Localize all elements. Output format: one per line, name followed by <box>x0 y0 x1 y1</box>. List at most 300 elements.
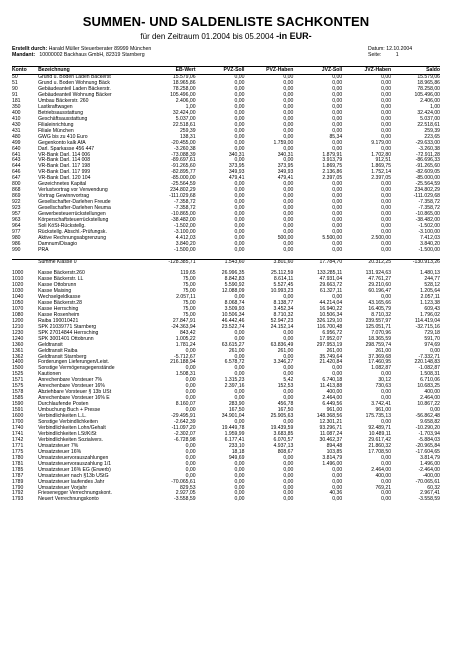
table-cell: 0,00 <box>234 395 245 402</box>
table-cell: 261,00 <box>326 347 343 354</box>
table-cell: 24.152,14 <box>270 323 294 330</box>
table-cell: 974,69 <box>424 341 440 348</box>
table-cell: 3.452,34 <box>273 305 294 312</box>
table-cell: 0,00 <box>283 329 294 336</box>
table-cell: 990 <box>12 246 21 253</box>
table-cell: 0,00 <box>332 121 343 128</box>
table-cell: 3.814,79 <box>322 454 343 461</box>
table-cell: Filiale München <box>38 127 74 134</box>
table-cell: 60,32 <box>427 484 440 491</box>
table-cell: Wechselgeldkasse <box>38 294 81 300</box>
table-cell: 8.842,83 <box>224 276 245 283</box>
table-cell: -29.633,00 <box>415 139 440 146</box>
table-cell: 0,00 <box>234 109 245 116</box>
table-cell: 373,95 <box>277 163 294 170</box>
table-cell: Geschäftsausstattung <box>38 115 88 122</box>
table-cell: 0,00 <box>283 74 294 81</box>
table-cell: 0,00 <box>283 472 294 479</box>
table-cell: 5.500,00 <box>322 234 343 241</box>
table-cell: 0,00 <box>283 365 294 372</box>
table-cell: 400,00 <box>375 472 392 479</box>
column-header-konto: Konto <box>12 67 38 75</box>
table-cell: -400,00 <box>422 472 440 479</box>
summary-row <box>12 259 440 266</box>
table-cell: 5,42 <box>283 377 294 384</box>
table-cell: 0,00 <box>381 86 392 93</box>
table-cell: Gezeichnetes Kapital <box>38 181 87 188</box>
table-cell: 1080 <box>12 311 24 318</box>
table-cell: 0,00 <box>332 97 343 104</box>
table-cell: 233,10 <box>228 442 245 449</box>
table-cell: 0,00 <box>234 353 245 360</box>
table-cell: -86.696,33 <box>415 157 440 164</box>
table-cell: 1.759,00 <box>273 139 294 146</box>
table-cell: 75,00 <box>182 299 196 306</box>
table-cell: 0,00 <box>234 121 245 128</box>
table-cell: Anrechenbare Vorsteuer 7% <box>38 377 103 384</box>
table-cell: 0,00 <box>283 211 294 218</box>
table-cell: Umsatzsteuer nach §13b UStG <box>38 472 109 479</box>
table-cell: 2.406,00 <box>420 97 440 104</box>
table-cell: Kasse Bäckerstr.260 <box>38 270 85 277</box>
table-cell: 0,00 <box>234 193 245 200</box>
table-cell: 2.136,86 <box>322 169 343 176</box>
table-cell: 1230 <box>12 329 24 336</box>
table-cell: 167,50 <box>228 407 245 414</box>
table-cell: 0,00 <box>381 145 392 152</box>
table-cell: 0,00 <box>381 217 392 224</box>
table-cell: 44.214,04 <box>319 299 343 306</box>
table-cell: 133.285,11 <box>317 270 343 277</box>
table-cell: 2.397,05 <box>371 175 392 182</box>
table-cell: 1020 <box>12 282 24 289</box>
table-cell: 0,00 <box>381 240 392 247</box>
table-cell: 0,00 <box>234 145 245 152</box>
table-cell: Umsatzsteuer 16% <box>38 448 82 455</box>
table-cell: 0,00 <box>283 193 294 200</box>
table-cell: 29.663,72 <box>319 282 343 289</box>
table-cell: 34.901,04 <box>221 413 245 420</box>
table-cell: 2.927,05 <box>175 490 196 497</box>
table-cell: 63.836,49 <box>270 341 294 348</box>
table-cell: Körperschaftsteuerrückstellung <box>38 217 109 224</box>
table-cell: VR-Bank Darl. 120 104 <box>38 175 91 182</box>
table-cell: 646 <box>12 169 21 176</box>
mandant-label: Mandant: <box>12 52 36 59</box>
table-cell: 963 <box>12 217 21 224</box>
table-cell: -38.482,00 <box>415 217 440 224</box>
table-cell: 40,36 <box>329 490 343 497</box>
table-cell: 3.346,27 <box>273 359 294 366</box>
table-cell: Damnum/Disagio <box>38 240 78 247</box>
table-cell: 500,00 <box>277 234 294 241</box>
table-cell: 152,53 <box>277 383 294 390</box>
table-cell: 0,00 <box>332 484 343 491</box>
table-cell: 239.557,97 <box>365 317 392 324</box>
table-cell: 0,00 <box>381 419 392 426</box>
table-cell: -11.097,20 <box>171 424 196 431</box>
table-cell: 0,00 <box>283 389 294 396</box>
table-cell: 0,00 <box>381 133 392 140</box>
table-cell: 340,31 <box>277 151 294 158</box>
table-cell: 0,00 <box>332 472 343 479</box>
table-cell: 46.442,46 <box>221 317 245 324</box>
table-cell: 0,00 <box>234 466 245 473</box>
table-cell: Darl. Sparkasse 456 447 <box>38 145 95 152</box>
table-cell: 1070 <box>12 305 24 312</box>
table-cell: -38.482,00 <box>171 217 196 224</box>
datum-value: 12.10.2004 <box>386 46 413 52</box>
table-cell: 1578 <box>12 389 24 396</box>
table-cell: 32.424,00 <box>172 109 196 116</box>
table-cell: 1000 <box>12 270 24 277</box>
table-cell: 0,00 <box>283 335 294 342</box>
table-cell: 0,00 <box>283 353 294 360</box>
table-cell: -7.358,72 <box>174 205 196 212</box>
table-cell: 105.496,00 <box>170 92 196 98</box>
table-cell: 1740 <box>12 424 24 431</box>
table-cell: 0,00 <box>283 466 294 473</box>
table-cell: 23.522,74 <box>221 323 245 330</box>
table-cell: 373,95 <box>228 163 245 170</box>
table-cell: 456,78 <box>277 401 294 408</box>
table-cell: 1780 <box>12 454 24 461</box>
table-cell: 1.508,31 <box>420 371 440 378</box>
table-cell: 0,00 <box>234 335 245 342</box>
table-cell: 949,69 <box>228 454 245 461</box>
table-cell: 138,31 <box>179 133 196 140</box>
table-cell: 1.480,13 <box>420 270 440 277</box>
table-cell: 1.543,60 <box>196 259 245 266</box>
table-cell: 91 <box>12 92 18 98</box>
table-cell: 2.967,41 <box>420 490 440 497</box>
table-cell: 1600 <box>12 413 24 420</box>
table-cell: 2.500,00 <box>371 234 392 241</box>
table-cell: Vortrag Gewinnvortrag <box>38 193 90 200</box>
table-cell: Sonstige Vermögensgegenstände <box>38 365 115 372</box>
table-cell: 0,00 <box>234 240 245 247</box>
table-cell: 0,00 <box>381 389 392 396</box>
table-cell: 11.087,24 <box>319 430 343 437</box>
table-cell: Gebäudeanteil Laden Bäckerstr. <box>38 86 111 93</box>
table-cell: 431 <box>12 127 21 134</box>
table-cell: -70.065,61 <box>171 478 196 485</box>
table-cell: 60.196,47 <box>368 288 392 295</box>
column-header-pvz-soll: PVZ-Soll <box>196 67 245 75</box>
table-cell: 1.959,99 <box>224 430 245 437</box>
table-cell: 0,00 <box>381 228 392 235</box>
table-cell: 0,00 <box>185 389 196 396</box>
table-cell: 1.496,00 <box>420 460 440 467</box>
table-cell: 957 <box>12 211 21 218</box>
table-cell: -10.865,00 <box>171 211 196 218</box>
table-cell: -29.495,91 <box>171 413 196 420</box>
table-cell: 0,00 <box>332 86 343 93</box>
table-cell: 3.814,79 <box>420 454 440 461</box>
table-cell: -1.500,00 <box>418 246 440 253</box>
table-cell: 980 <box>12 234 21 241</box>
table-cell: 43.165,66 <box>368 299 392 306</box>
table-cell: 977 <box>12 228 21 235</box>
table-cell: 103,85 <box>326 448 343 455</box>
table-cell: 1525 <box>12 371 24 378</box>
table-cell: Betriebsausstattung <box>38 109 84 116</box>
table-cell: Lastkraftwagen <box>38 103 73 110</box>
table-cell: 63.615,27 <box>221 341 245 348</box>
table-cell: 0,00 <box>381 181 392 188</box>
table-cell: Kasse Ottobrunn <box>38 282 77 289</box>
table-cell <box>12 259 38 266</box>
table-cell: Kasse Herrsching <box>38 305 79 312</box>
table-cell: 0,00 <box>283 115 294 122</box>
table-cell: 3.913,79 <box>322 157 343 164</box>
subtitle-period: für den Zeitraum 01.2004 bis 05.2004 <box>140 32 274 41</box>
table-cell: 0,00 <box>332 496 343 503</box>
table-cell: 0,00 <box>283 395 294 402</box>
table-cell: 75,00 <box>182 276 196 283</box>
table-cell: 1,00 <box>185 103 196 110</box>
page-title: SUMMEN- UND SALDENLISTE SACHKONTEN <box>82 14 370 29</box>
table-cell: 75,00 <box>182 288 196 295</box>
table-cell: 0,00 <box>332 145 343 152</box>
table-cell: 6.177,41 <box>224 436 245 443</box>
table-cell: 0,00 <box>234 389 245 396</box>
table-cell: 0,00 <box>332 217 343 224</box>
table-cell: 0,00 <box>234 496 245 503</box>
column-header-jvz-soll: JVZ-Soll <box>293 67 342 75</box>
table-cell: 643 <box>12 157 21 164</box>
table-cell: 0,00 <box>283 181 294 188</box>
table-cell: Filialeinrichtung <box>38 121 74 128</box>
table-cell: 3.742,41 <box>371 401 392 408</box>
table-cell: 2.464,00 <box>420 395 440 402</box>
table-cell: Geldtransit <box>38 341 63 348</box>
table-cell: -25.564,59 <box>171 181 196 188</box>
table-cell: -7.332,71 <box>418 353 440 360</box>
table-cell: 400,00 <box>326 389 343 396</box>
table-cell: 829,53 <box>179 484 196 491</box>
table-cell: 1.005,22 <box>175 335 196 342</box>
table-cell: 7.412,03 <box>420 234 440 241</box>
table-cell: 51 <box>12 80 18 87</box>
table-cell: 3.683,85 <box>273 430 294 437</box>
table-cell: -1.500,00 <box>174 246 196 253</box>
table-cell: -10.865,00 <box>415 211 440 218</box>
table-cell: 0,00 <box>332 74 343 81</box>
table-cell: 114.419,04 <box>414 317 440 324</box>
table-cell: 0,00 <box>430 347 440 354</box>
table-cell: 234.802,29 <box>170 187 196 194</box>
table-cell: 2.057,11 <box>420 294 440 300</box>
table-cell: 0,00 <box>381 211 392 218</box>
table-cell: 340,31 <box>228 151 245 158</box>
table-cell: 1.781,24 <box>175 341 196 348</box>
table-cell: 922 <box>12 199 21 206</box>
table-cell: 0,00 <box>332 139 343 146</box>
table-cell: 0,00 <box>332 80 343 87</box>
table-cell: Raiba 190010421 <box>38 317 79 324</box>
table-cell: 0,00 <box>283 103 294 110</box>
table-cell: 0,00 <box>185 442 196 449</box>
table-cell: 261,00 <box>277 347 294 354</box>
table-cell: SPK 21039771 Starnberg <box>38 323 97 330</box>
table-cell: 0,00 <box>332 199 343 206</box>
table-cell: 2.057,11 <box>176 294 196 300</box>
table-cell: 0,00 <box>234 371 245 378</box>
subtitle-currency: -in EUR- <box>276 31 312 41</box>
table-cell: 148.368,56 <box>316 413 343 420</box>
table-cell: 119,65 <box>180 270 196 277</box>
table-cell: 528,12 <box>424 282 440 289</box>
table-cell: Grund u. Boden Wohnung Bäck <box>38 80 110 87</box>
table-cell: Anrechenbare Vorsteuer 16% E <box>38 395 110 402</box>
table-cell: 0,00 <box>381 103 392 110</box>
table-cell: 0,00 <box>332 211 343 218</box>
table-cell: 0,00 <box>332 103 343 110</box>
table-cell: 0,00 <box>283 217 294 224</box>
table-cell: 410 <box>12 115 21 122</box>
table-cell: 75,00 <box>182 305 196 312</box>
table-cell: 0,00 <box>283 371 294 378</box>
table-cell: 0,00 <box>381 454 392 461</box>
table-cell: 5.037,00 <box>175 115 196 122</box>
table-cell: 1742 <box>12 436 24 443</box>
table-cell: -32.715,16 <box>415 323 440 330</box>
table-cell: 0,00 <box>283 246 294 253</box>
table-cell: -1.703,94 <box>418 430 440 437</box>
table-cell: 0,00 <box>332 127 343 134</box>
table-cell: 0,00 <box>185 460 196 467</box>
table-cell: 0,00 <box>381 115 392 122</box>
table-cell: 0,00 <box>283 490 294 497</box>
table-cell: 0,00 <box>185 383 196 390</box>
table-cell: Kasse Rosenheim <box>38 311 80 318</box>
table-cell: 3.509,93 <box>224 305 245 312</box>
table-cell: -128.385,71 <box>147 259 196 266</box>
table-cell: 18.965,86 <box>172 80 196 87</box>
table-cell: Kasse Bäckerstr.28 <box>38 299 82 306</box>
table-cell: 30,12 <box>378 377 392 384</box>
table-cell: 10.506,34 <box>319 311 343 318</box>
table-cell: 0,00 <box>234 187 245 194</box>
table-cell: 0,00 <box>332 205 343 212</box>
table-cell: 1400 <box>12 359 24 366</box>
table-cell: 0,00 <box>185 395 196 402</box>
table-cell: 0,00 <box>185 407 196 414</box>
table-cell: Summe Klasse 0 <box>38 259 147 266</box>
table-cell: 1.869,75 <box>371 163 392 170</box>
table-cell: 234.802,29 <box>414 187 440 194</box>
table-cell: 0,00 <box>283 121 294 128</box>
table-cell: 0,00 <box>381 127 392 134</box>
table-cell: -111.029,68 <box>413 193 440 200</box>
table-cell: 1.879,91 <box>322 151 343 158</box>
table-cell: 244,77 <box>424 276 440 283</box>
table-cell: 75,00 <box>182 311 196 318</box>
table-cell: -17.604,65 <box>415 448 440 455</box>
table-cell: 0,00 <box>381 496 392 503</box>
table-cell: 47.761,27 <box>368 276 392 283</box>
table-cell: 1741 <box>12 430 24 437</box>
table-cell: 0,00 <box>381 246 392 253</box>
table-cell: 92.489,71 <box>368 424 392 431</box>
table-cell: 0,00 <box>332 193 343 200</box>
table-cell: 0,00 <box>332 246 343 253</box>
table-cell: 0,00 <box>234 80 245 87</box>
table-cell: Verbindlichkeiten LSt/KiSt <box>38 430 97 437</box>
table-cell: 0,00 <box>234 460 245 467</box>
table-cell: 18,18 <box>231 448 245 455</box>
table-cell: 0,00 <box>234 222 245 229</box>
table-cell: 349,93 <box>277 169 294 176</box>
table-cell: 640 <box>12 145 21 152</box>
table-cell: 19.439,59 <box>270 424 294 431</box>
table-cell: -82.895,77 <box>171 169 196 176</box>
table-cell: 0,00 <box>234 97 245 104</box>
table-cell: 1210 <box>12 323 24 330</box>
table-cell: 223,65 <box>424 133 440 140</box>
table-cell: 0,00 <box>234 419 245 426</box>
table-cell: 0,00 <box>283 419 294 426</box>
table-cell: 22.518,61 <box>417 121 440 128</box>
table-cell: 5.037,00 <box>420 115 440 122</box>
seite-value: 1 <box>395 52 399 59</box>
table-cell: 479,41 <box>277 175 294 182</box>
table-cell: 298.759,74 <box>365 341 392 348</box>
table-cell: 1.082,87 <box>371 365 392 372</box>
table-cell: 1361 <box>12 347 24 354</box>
table-cell: 1700 <box>12 419 24 426</box>
table-cell: 10.683,25 <box>417 383 440 390</box>
document-page <box>0 14 452 654</box>
table-cell: 85,34 <box>329 133 343 140</box>
table-cell: 400,00 <box>424 389 440 396</box>
table-cell: 961,00 <box>375 407 392 414</box>
table-cell: -111.029,68 <box>169 193 196 200</box>
table-row <box>12 497 440 503</box>
table-cell: 21.860,32 <box>368 442 392 449</box>
table-cell: 6.956,72 <box>322 329 343 336</box>
table-cell: 1585 <box>12 395 24 402</box>
table-cell: -25.564,59 <box>415 181 440 188</box>
table-cell: 15.579,06 <box>417 74 440 81</box>
table-cell: -1.502,00 <box>418 222 440 229</box>
table-cell: 1.796,02 <box>420 311 440 318</box>
table-cell: 0,00 <box>234 103 245 110</box>
table-cell: 7.070,96 <box>371 329 392 336</box>
table-cell: Soli KöSt-Rückstellg. <box>38 222 86 229</box>
table-cell: -91.265,60 <box>171 163 196 170</box>
table-cell: Verbindlichkeiten Lohn/Gehalt <box>38 424 106 431</box>
table-cell: 1789 <box>12 478 24 485</box>
table-cell: 0,00 <box>283 86 294 93</box>
table-cell: Gebäudeanteil Wohnung Bäcker <box>38 92 112 98</box>
table-cell: Umbuchung Buch + Presse <box>38 407 101 414</box>
table-cell: Forderungen Lieferungen/Leist. <box>38 359 110 366</box>
mandant-value: 10000002 Backhaus GmbH, 82319 Starnberg <box>39 52 145 59</box>
table-cell: Durchlaufende Posten <box>38 401 89 408</box>
table-cell: 4.412,03 <box>175 234 196 241</box>
table-cell: 0,00 <box>283 454 294 461</box>
table-cell: 18.365,59 <box>368 335 392 342</box>
table-cell: 0,00 <box>381 97 392 104</box>
table-cell: Friesenegger Verrechnungskont. <box>38 490 112 497</box>
table-cell: 0,00 <box>381 205 392 212</box>
table-cell: 0,00 <box>332 222 343 229</box>
table-cell: 6.710,06 <box>420 377 440 384</box>
table-cell: 25.112,59 <box>271 270 294 277</box>
table-cell: SPK 3001401 Ottobrunn <box>38 335 94 342</box>
